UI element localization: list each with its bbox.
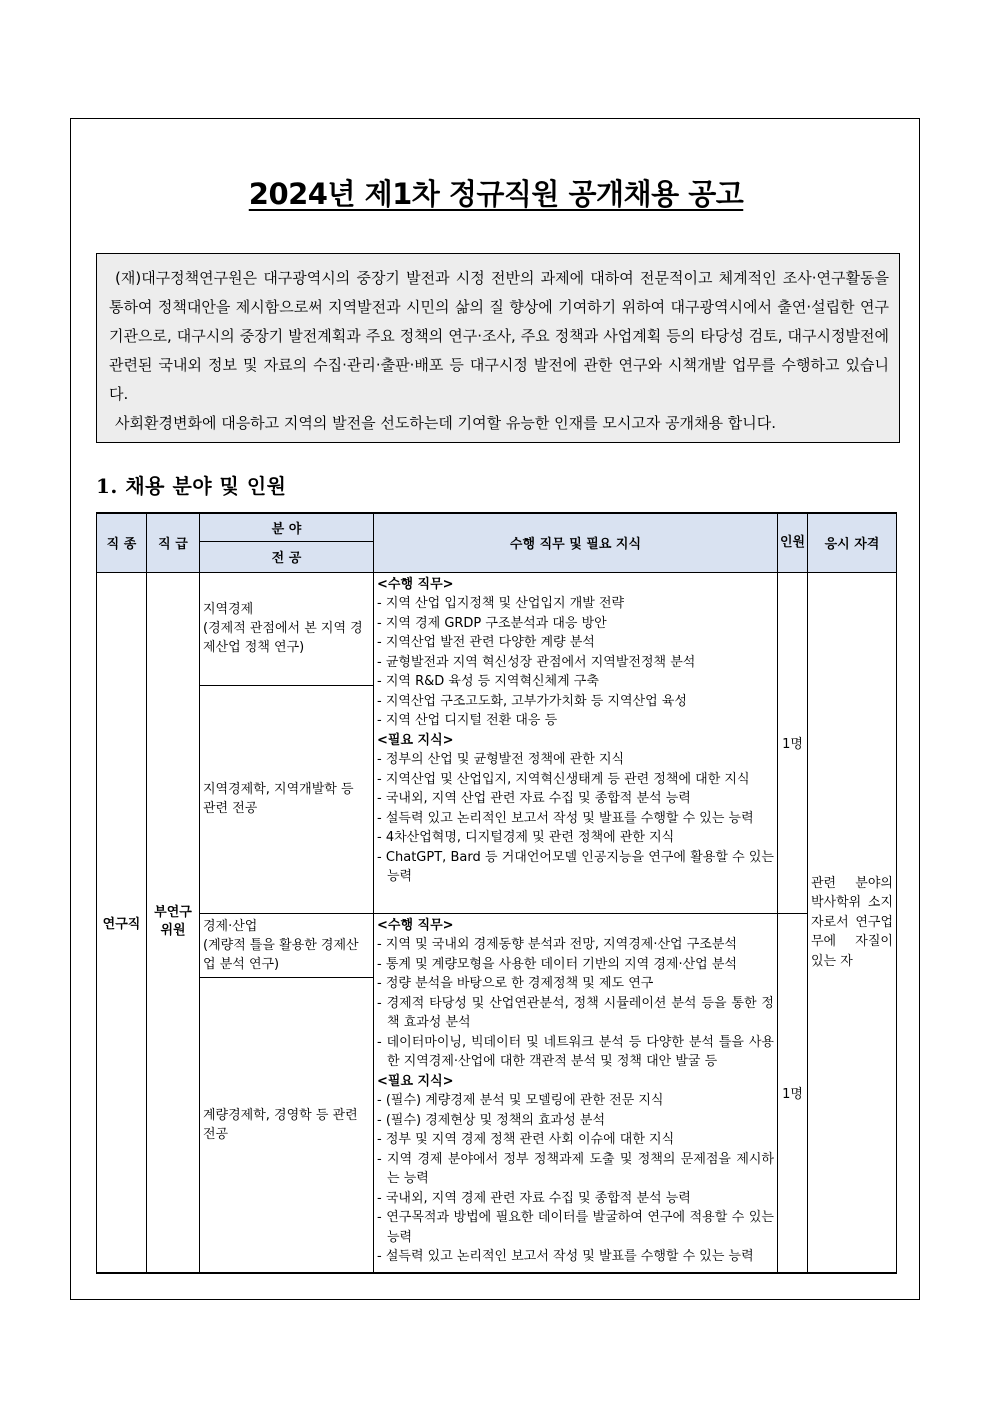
duty-item: - 정량 분석을 바탕으로 한 경제정책 및 제도 연구	[377, 976, 654, 991]
duty-item: - 지역 및 국내외 경제동향 분석과 전망, 지역경제·산업 구조분석	[377, 937, 737, 952]
header-duties: 수행 직무 및 필요 지식	[374, 513, 778, 572]
duty-item: - 지역 경제 GRDP 구조분석과 대응 방안	[377, 615, 607, 631]
qualification-cell: 관련 분야의 박사학위 소지자로서 연구업무에 자질이 있는 자	[808, 572, 897, 1273]
duty-item: - 지역 산업 디지털 전환 대응 등	[377, 713, 558, 728]
header-field: 분 야	[200, 513, 374, 541]
recruitment-table	[96, 512, 897, 1274]
duties-heading-2: <수행 직무>	[377, 917, 454, 933]
knowledge-item: - (필수) 경제현상 및 정책의 효과성 분석	[377, 1112, 605, 1128]
headcount-cell-2: 1명	[778, 913, 808, 1273]
intro-paragraph-1: (재)대구정책연구원은 대구광역시의 중장기 발전과 시정 전반의 과제에 대하여 전문적이고 체계적인 조사·연구활동을 통하여 정책대안을 제시함으로써 지역발전과 시민의 삶의 질 향상에 기여하기 위하여 대구광역시에서 출연·설립한 연구기관으로, 대구시의 중장기 발전계획과 주요 정책의 연구·조사, 주요 정책과 사업계획 등의 타당성 검토, 대구시정발전에 관련된 국내외 정보 및 자료의 수집·관리·출판·배포 등 대구시정 발전에 관한 연구와 시책개발 업무를 수행하고 있습니다.	[109, 269, 889, 403]
field-cell-2: 경제·산업 (계량적 틀을 활용한 경제산업 분석 연구)	[200, 913, 374, 977]
knowledge-heading-2: <필요 지식>	[377, 1073, 454, 1089]
header-headcount: 인원	[778, 513, 808, 572]
section-heading: 1. 채용 분야 및 인원	[96, 474, 287, 498]
intro-paragraph-2: 사회환경변화에 대응하고 지역의 발전을 선도하는데 기여할 유능한 인재를 모시고자 공개채용 합니다.	[115, 414, 777, 432]
duties-cell-2	[374, 913, 778, 1273]
knowledge-item: - 국내외, 지역 경제 관련 자료 수집 및 종합적 분석 능력	[377, 1190, 691, 1206]
duty-item: - 데이터마이닝, 빅데이터 및 네트워크 분석 등 다양한 분석 틀을 사용한 지역경제·산업에 대한 객관적 분석 및 정책 대안 발굴 등	[377, 1034, 774, 1069]
header-job-type: 직 종	[97, 513, 147, 572]
intro-box	[96, 253, 900, 443]
major-cell-1: 지역경제학, 지역개발학 등 관련 전공	[200, 685, 374, 913]
header-qualification: 응시 자격	[808, 513, 897, 572]
duty-item: - 지역 R&D 육성 등 지역혁신체계 구축	[377, 674, 599, 689]
major-cell-2: 계량경제학, 경영학 등 관련 전공	[200, 977, 374, 1273]
knowledge-item: - 지역 경제 분야에서 정부 정책과제 도출 및 정책의 문제점을 제시하는 능력	[377, 1151, 774, 1186]
duty-item: - 지역산업 발전 관련 다양한 계량 분석	[377, 635, 595, 650]
duty-item: - 지역 산업 입지정책 및 산업입지 개발 전략	[377, 596, 625, 611]
knowledge-item: - 정부 및 지역 경제 정책 관련 사회 이슈에 대한 지식	[377, 1132, 675, 1147]
job-level-cell: 부연구위원	[147, 572, 200, 1273]
knowledge-item: - 설득력 있고 논리적인 보고서 작성 및 발표를 수행할 수 있는 능력	[377, 810, 754, 826]
knowledge-item: - 4차산업혁명, 디지털경제 및 관련 정책에 관한 지식	[377, 830, 675, 845]
headcount-cell-1: 1명	[778, 572, 808, 913]
page-title: 2024년 제1차 정규직원 공개채용 공고	[248, 177, 744, 211]
duties-heading-1: <수행 직무>	[377, 576, 454, 592]
knowledge-item: - ChatGPT, Bard 등 거대언어모델 인공지능을 연구에 활용할 수 있는 능력	[377, 849, 774, 884]
knowledge-item: - 국내외, 지역 산업 관련 자료 수집 및 종합적 분석 능력	[377, 791, 691, 806]
knowledge-item: - (필수) 계량경제 분석 및 모델링에 관한 전문 지식	[377, 1093, 664, 1108]
duty-item: - 지역산업 구조고도화, 고부가가치화 등 지역산업 육성	[377, 693, 687, 709]
knowledge-item: - 정부의 산업 및 균형발전 정책에 관한 지식	[377, 752, 625, 767]
duty-item: - 경제적 타당성 및 산업연관분석, 정책 시뮬레이션 분석 등을 통한 정책 효과성 분석	[377, 995, 774, 1030]
header-major: 전 공	[200, 541, 374, 572]
duties-cell-1	[374, 572, 778, 913]
knowledge-item: - 설득력 있고 논리적인 보고서 작성 및 발표를 수행할 수 있는 능력	[377, 1249, 754, 1264]
job-type-cell: 연구직	[97, 572, 147, 1273]
knowledge-heading-1: <필요 지식>	[377, 732, 454, 748]
duty-item: - 통계 및 계량모형을 사용한 데이터 기반의 지역 경제·산업 분석	[377, 956, 737, 972]
duty-item: - 균형발전과 지역 혁신성장 관점에서 지역발전정책 분석	[377, 654, 696, 670]
field-cell-1: 지역경제 (경제적 관점에서 본 지역 경제산업 정책 연구)	[200, 572, 374, 685]
knowledge-item: - 연구목적과 방법에 필요한 데이터를 발굴하여 연구에 적용할 수 있는 능력	[377, 1210, 774, 1245]
header-job-level: 직 급	[147, 513, 200, 572]
knowledge-item: - 지역산업 및 산업입지, 지역혁신생태계 등 관련 정책에 대한 지식	[377, 771, 750, 787]
